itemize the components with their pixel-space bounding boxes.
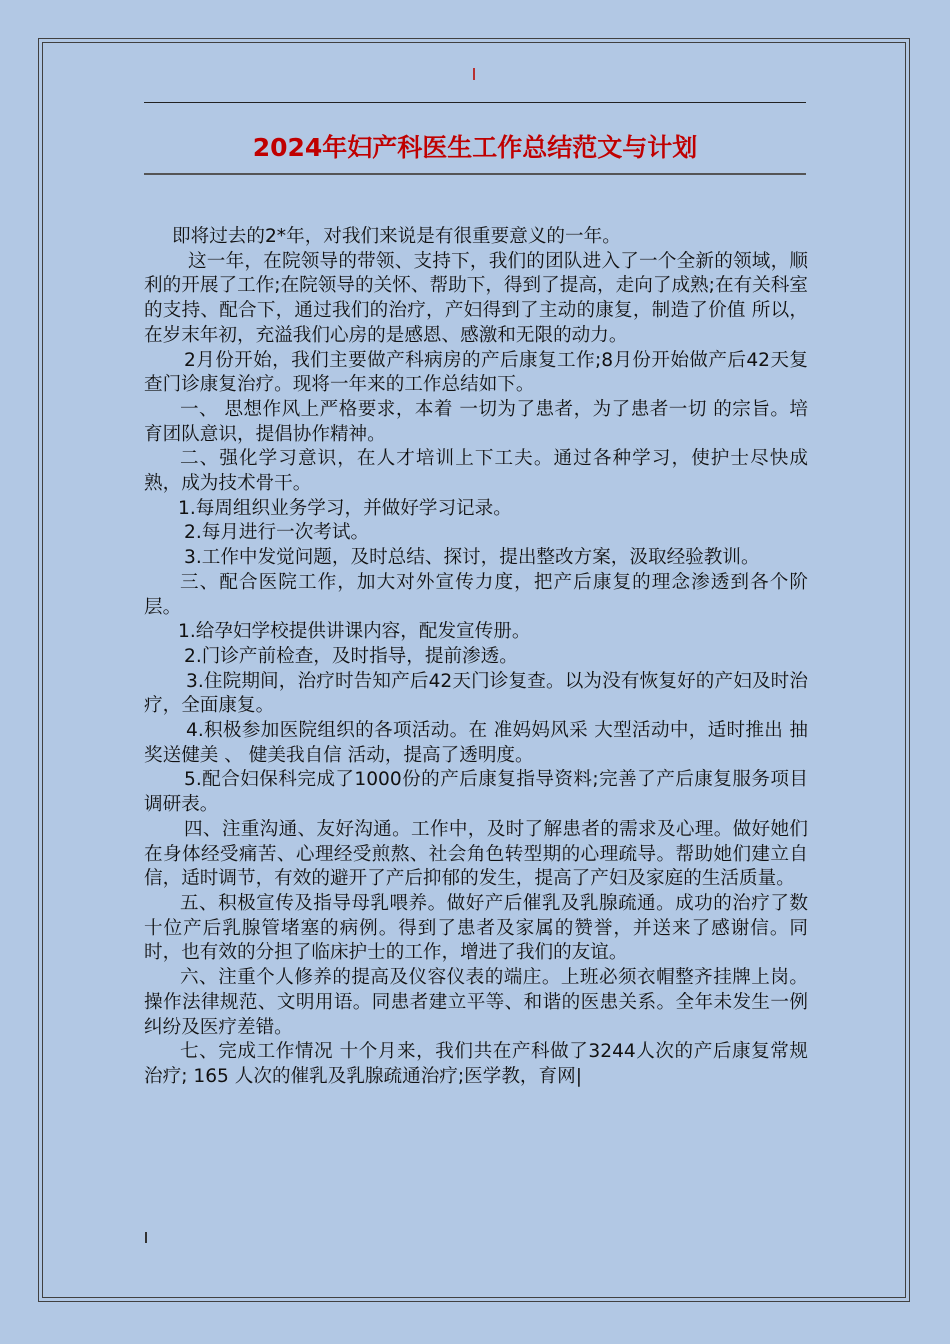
- paragraph: 一、 思想作风上严格要求，本着 一切为了患者，为了患者一切 的宗旨。培育团队意识，提倡协作精神。: [144, 398, 808, 445]
- paragraph: 二、强化学习意识，在人才培训上下工夫。通过各种学习，使护士尽快成熟，成为技术骨干。: [144, 448, 808, 495]
- paragraph: 七、完成工作情况 十个月来，我们共在产科做了3244人次的产后康复常规治疗; 165 人次的催乳及乳腺疏通治疗;医学教，育网|: [144, 1041, 808, 1087]
- paragraph: 四、注重沟通、友好沟通。工作中，及时了解患者的需求及心理。做好她们在身体经受痛苦、心理经受煎熬、社会角色转型期的心理疏导。帮助她们建立自信，适时调节，有效的避开了产后抑郁的发生，提高了产妇及家庭的生活质量。: [144, 818, 808, 890]
- list-item: 2.每月进行一次考试。: [184, 522, 370, 544]
- list-item: 1.给孕妇学校提供讲课内容，配发宣传册。: [178, 621, 531, 643]
- document-body: [144, 225, 808, 1090]
- document-title: 2024年妇产科医生工作总结范文与计划: [252, 133, 698, 162]
- paragraph: 六、注重个人修养的提高及仪容仪表的端庄。上班必须衣帽整齐挂牌上岗。操作法律规范、文明用语。同患者建立平等、和谐的医患关系。全年未发生一例纠纷及医疗差错。: [144, 967, 808, 1038]
- list-item: 2.门诊产前检查，及时指导，提前渗透。: [184, 645, 518, 667]
- header-rule: [144, 102, 806, 103]
- paragraph: 三、配合医院工作，加大对外宣传力度，把产后康复的理念渗透到各个阶层。: [144, 571, 808, 618]
- list-item: 5.配合妇保科完成了1000份的产后康复指导资料;完善了产后康复服务项目调研表。: [144, 769, 808, 816]
- title-underline: [144, 173, 806, 175]
- paragraph: 2月份开始，我们主要做产科病房的产后康复工作;8月份开始做产后42天复查门诊康复治疗。现将一年来的工作总结如下。: [144, 349, 808, 396]
- list-item: 1.每周组织业务学习，并做好学习记录。: [178, 497, 512, 519]
- paragraph: 这一年，在院领导的带领、支持下，我们的团队进入了一个全新的领域，顺利的开展了工作;在院领导的关怀、帮助下，得到了提高，走向了成熟;在有关科室的支持、配合下，通过我们的治疗，产妇得到了主动的康复，制造了价值 所以，在岁末年初，充溢我们心房的是感恩、感激和无限的动力。: [144, 250, 808, 346]
- paragraph: 五、积极宣传及指导母乳喂养。做好产后催乳及乳腺疏通。成功的治疗了数十位产后乳腺管堵塞的病例。得到了患者及家属的赞誉，并送来了感谢信。同时，也有效的分担了临床护士的工作，增进了我们的友谊。: [144, 892, 808, 964]
- list-item: 4.积极参加医院组织的各项活动。在 准妈妈风采 大型活动中，适时推出 抽奖送健美 、 健美我自信 活动，提高了透明度。: [144, 720, 808, 766]
- header-cursor-mark: [473, 68, 475, 80]
- paragraph: 即将过去的2*年，对我们来说是有很重要意义的一年。: [172, 226, 621, 247]
- footer-cursor-mark: [145, 1232, 147, 1243]
- list-item: 3.住院期间，治疗时告知产后42天门诊复查。以为没有恢复好的产妇及时治疗，全面康复。: [144, 670, 808, 717]
- list-item: 3.工作中发觉问题，及时总结、探讨，提出整改方案，汲取经验教训。: [184, 547, 760, 569]
